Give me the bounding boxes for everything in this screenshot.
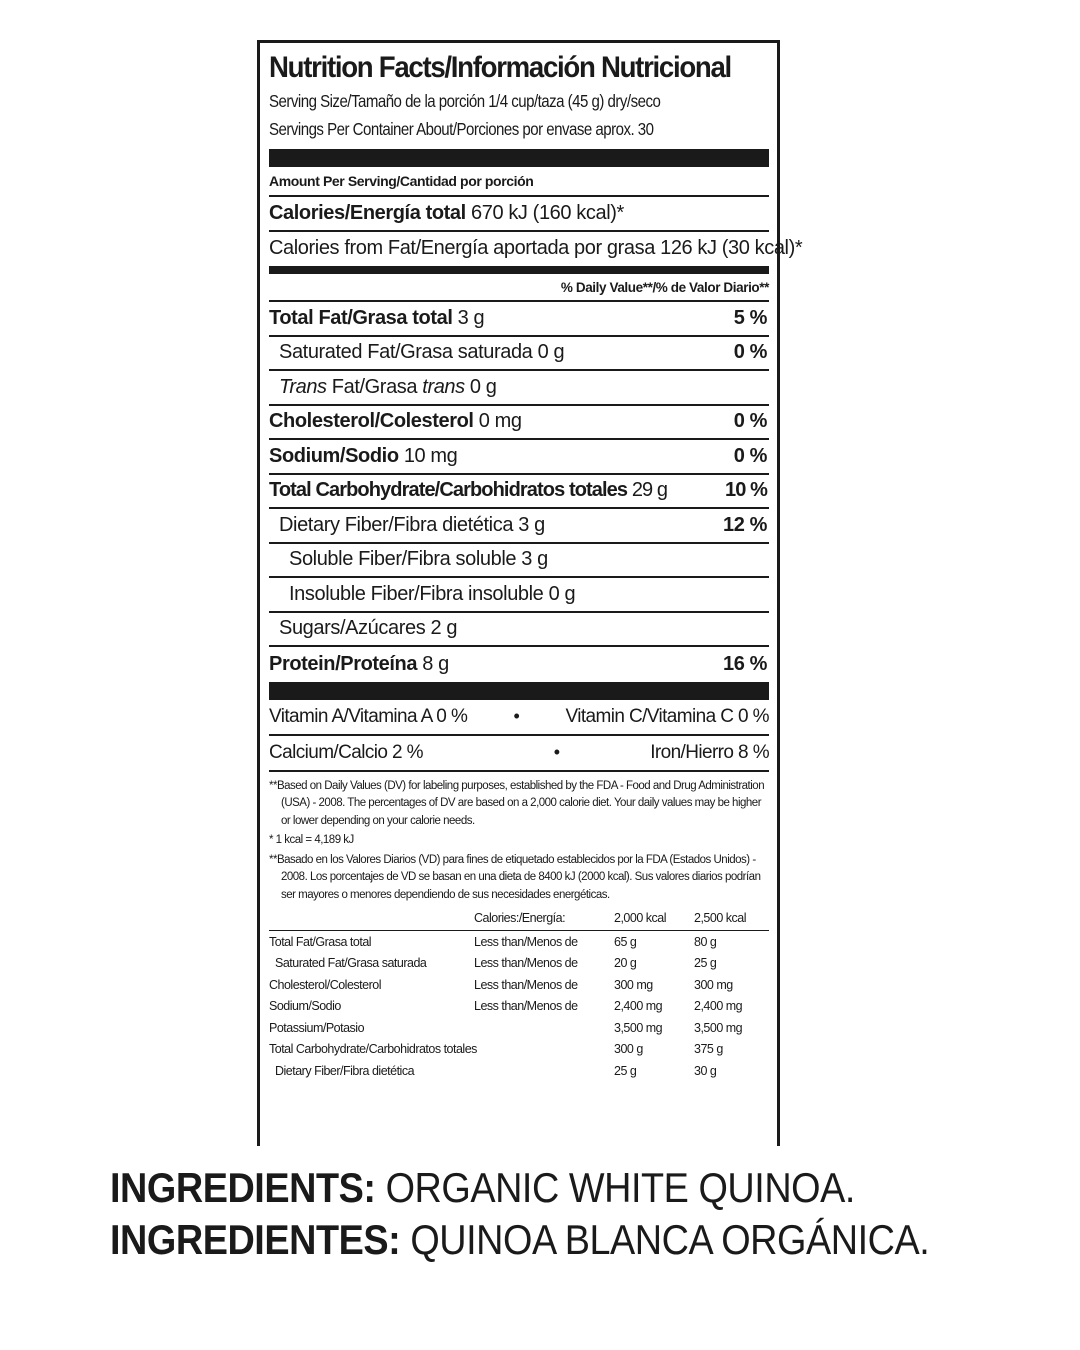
- daily-values-table: [269, 906, 769, 1082]
- ingredients-english: [110, 1162, 920, 1214]
- footnote-spanish: **Basado en los Valores Diarios (VD) para fines de etiquetado establecidos por la FDA (Estados Unidos) - 2008. Los porcentajes de VD se basan en una dieta de 8400 kJ (2000 kcal). Sus valores diarios podrían ser mayores o menores dependiendo de sus necesidades energéticas.: [269, 853, 761, 901]
- table-row: Total Carbohydrate/Carbohidratos totales 300 g 375 g: [269, 1042, 723, 1057]
- table-row: Sodium/Sodio Less than/Menos de 2,400 mg 2,400 mg: [269, 999, 743, 1014]
- nutrient-row-saturated-fat: Saturated Fat/Grasa saturada 0 g 0 %: [269, 337, 769, 372]
- ingredients-block: [110, 1162, 930, 1266]
- calories-from-fat: Calories from Fat/Energía aportada por grasa 126 kJ (30 kcal)*: [269, 237, 803, 260]
- ingredients-spanish: [110, 1214, 930, 1266]
- table-row: Dietary Fiber/Fibra dietética 25 g 30 g: [275, 1063, 717, 1078]
- nutrient-row-dietary-fiber: Dietary Fiber/Fibra dietética 3 g 12 %: [269, 509, 769, 544]
- vitamins-row-1: [269, 700, 769, 736]
- nutrient-row-soluble-fiber: Soluble Fiber/Fibra soluble 3 g: [269, 544, 769, 579]
- nutrient-row-total-carbohydrate: Total Carbohydrate/Carbohidratos totales 29 g 10 %: [269, 475, 769, 510]
- vitamins-row-2: [269, 736, 769, 772]
- thick-divider: [269, 149, 769, 167]
- thick-divider-2: [269, 682, 769, 700]
- label-title: Nutrition Facts/Información Nutricional: [269, 51, 731, 84]
- bullet: •: [553, 742, 560, 762]
- daily-value-header: % Daily Value**/% de Valor Diario**: [269, 274, 769, 302]
- dv-table-header: Calories:/Energía: 2,000 kcal 2,500 kcal: [269, 906, 769, 931]
- iron: Iron/Hierro 8 %: [650, 741, 769, 763]
- ingredients-text-es: QUINOA BLANCA ORGÁNICA.: [400, 1216, 930, 1263]
- calories-label: Calories/Energía total: [269, 201, 466, 224]
- footnote-english: **Based on Daily Values (DV) for labeling purposes, established by the FDA - Food and Drug Administration (USA) - 2008. The percentages of DV are based on a 2,000 calorie diet. Your daily values may be higher or lower depending on your calorie needs.: [269, 779, 765, 827]
- table-row: Potassium/Potasio 3,500 mg 3,500 mg: [269, 1020, 743, 1035]
- nutrient-row-sodium: Sodium/Sodio 10 mg 0 %: [269, 440, 769, 475]
- ingredients-label-es: INGREDIENTES:: [110, 1216, 401, 1263]
- calcium: Calcium/Calcio 2 %: [269, 741, 423, 763]
- table-row: Saturated Fat/Grasa saturada Less than/Menos de 20 g 25 g: [275, 956, 717, 971]
- servings-per-container: Servings Per Container About/Porciones por envase aprox. 30: [269, 119, 654, 139]
- vitamin-a: Vitamin A/Vitamina A 0 %: [269, 705, 468, 727]
- ingredients-text-en: ORGANIC WHITE QUINOA.: [375, 1164, 855, 1211]
- nutrition-facts-label: [257, 40, 803, 1146]
- nutrient-row-sugars: Sugars/Azúcares 2 g: [269, 613, 769, 648]
- nutrient-row-insoluble-fiber: Insoluble Fiber/Fibra insoluble 0 g: [269, 578, 769, 613]
- ingredients-label-en: INGREDIENTS:: [110, 1164, 376, 1211]
- footnote-kcal: * 1 kcal = 4,189 kJ: [269, 834, 354, 846]
- bullet: •: [513, 706, 520, 726]
- footnotes: [269, 778, 769, 905]
- medium-divider: [269, 266, 769, 274]
- amount-per-serving: Amount Per Serving/Cantidad por porción: [269, 167, 769, 197]
- vitamin-c: Vitamin C/Vitamina C 0 %: [565, 705, 769, 727]
- serving-size: Serving Size/Tamaño de la porción 1/4 cup/taza (45 g) dry/seco: [269, 91, 661, 111]
- nutrient-row-cholesterol: Cholesterol/Colesterol 0 mg 0 %: [269, 406, 769, 441]
- nutrient-row-trans-fat: Trans Fat/Grasa trans 0 g: [269, 371, 769, 406]
- calories-row: [269, 197, 769, 232]
- table-row: Cholesterol/Colesterol Less than/Menos de 300 mg 300 mg: [269, 977, 733, 992]
- calories-value: 670 kJ (160 kcal)*: [471, 201, 624, 224]
- nutrient-row-protein: Protein/Proteína 8 g 16 %: [269, 652, 767, 675]
- calories-from-fat-row: [269, 232, 803, 267]
- nutrient-row-total-fat: Total Fat/Grasa total 3 g 5 %: [269, 302, 769, 337]
- table-row: Total Fat/Grasa total Less than/Menos de 65 g 80 g: [269, 934, 717, 949]
